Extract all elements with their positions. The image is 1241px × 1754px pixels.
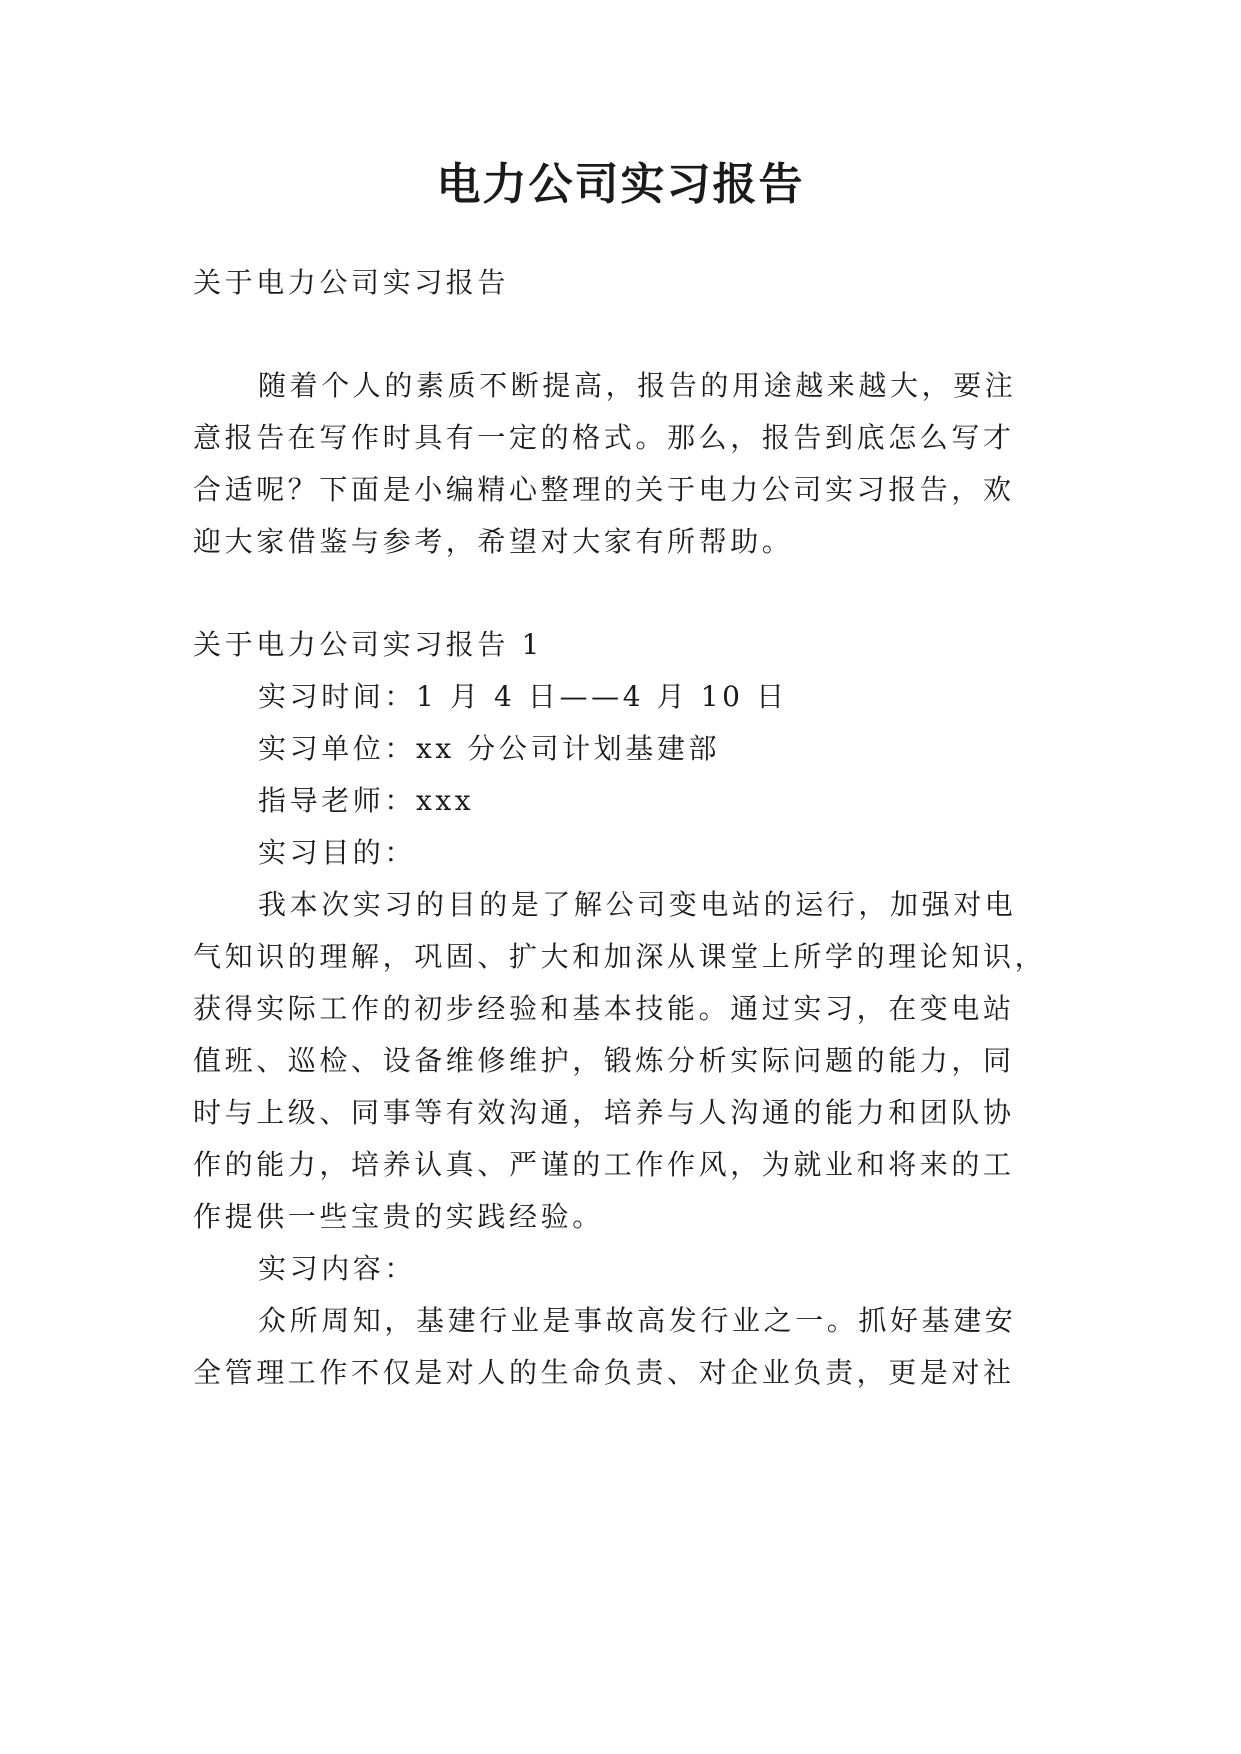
intro-line: 随着个人的素质不断提高，报告的用途越来越大，要注 <box>258 369 1017 402</box>
purpose-line: 作提供一些宝贵的实践经验。 <box>193 1200 604 1233</box>
content-label: 实习内容： <box>258 1252 417 1285</box>
intro-line: 意报告在写作时具有一定的格式。那么，报告到底怎么写才 <box>193 421 1015 454</box>
section-heading: 关于电力公司实习报告 1 <box>193 628 543 661</box>
purpose-line: 时与上级、同事等有效沟通，培养与人沟通的能力和团队协 <box>193 1096 1015 1129</box>
internship-teacher: 指导老师：xxx <box>258 784 475 817</box>
intro-line: 合适呢？下面是小编精心整理的关于电力公司实习报告，欢 <box>193 473 1015 506</box>
purpose-line: 值班、巡检、设备维修维护，锻炼分析实际问题的能力，同 <box>193 1044 1015 1077</box>
intro-line: 迎大家借鉴与参考，希望对大家有所帮助。 <box>193 525 794 558</box>
subtitle: 关于电力公司实习报告 <box>193 266 510 299</box>
purpose-label: 实习目的： <box>258 836 417 869</box>
internship-time: 实习时间：1 月 4 日——4 月 10 日 <box>258 680 788 713</box>
purpose-line: 气知识的理解，巩固、扩大和加深从课堂上所学的理论知识， <box>193 940 1047 973</box>
content-line: 全管理工作不仅是对人的生命负责、对企业负责，更是对社 <box>193 1356 1015 1389</box>
document-title: 电力公司实习报告 <box>436 159 805 210</box>
purpose-line: 我本次实习的目的是了解公司变电站的运行，加强对电 <box>258 888 1017 921</box>
purpose-line: 获得实际工作的初步经验和基本技能。通过实习，在变电站 <box>193 992 1015 1025</box>
purpose-line: 作的能力，培养认真、严谨的工作作风，为就业和将来的工 <box>193 1148 1015 1181</box>
content-line: 众所周知，基建行业是事故高发行业之一。抓好基建安 <box>258 1304 1017 1337</box>
internship-unit: 实习单位：xx 分公司计划基建部 <box>258 732 721 765</box>
